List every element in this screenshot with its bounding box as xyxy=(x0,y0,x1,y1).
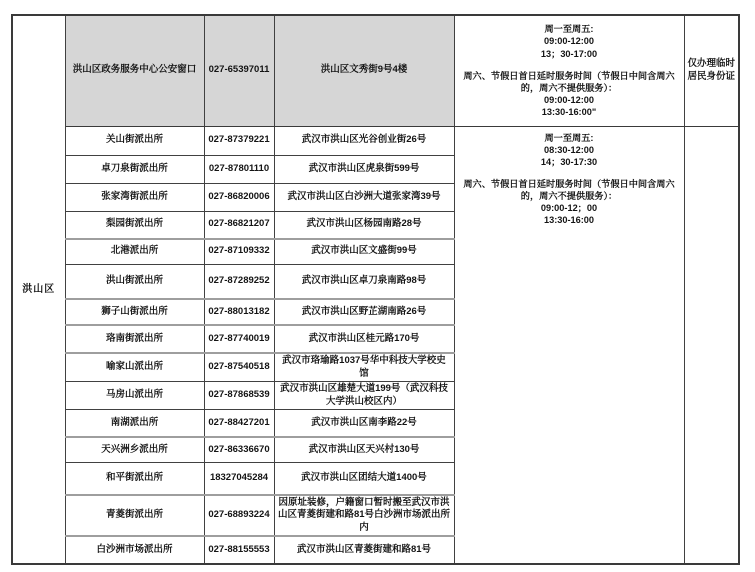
stations-note-cell-empty xyxy=(684,126,739,564)
station-phone-cell: 027-87289252 xyxy=(204,264,274,299)
station-phone-cell: 027-68893224 xyxy=(204,495,274,537)
station-name-cell: 南湖派出所 xyxy=(65,410,204,437)
hours-line: 14；30-17:30 xyxy=(540,156,598,167)
station-address-cell: 武汉市洪山区杨园南路28号 xyxy=(274,211,454,239)
main-window-name-cell: 洪山区政务服务中心公安窗口 xyxy=(65,15,204,126)
station-phone-cell: 027-87109332 xyxy=(204,239,274,264)
station-address-cell: 武汉市洪山区白沙洲大道张家湾39号 xyxy=(274,183,454,211)
station-address-cell: 武汉市珞瑜路1037号华中科技大学校史馆 xyxy=(274,353,454,382)
station-phone-cell: 027-87868539 xyxy=(204,382,274,410)
hours-line: 09:00-12；00 xyxy=(540,203,598,214)
station-address-cell: 武汉市洪山区青菱街建和路81号 xyxy=(274,536,454,564)
station-phone-cell: 027-88155553 xyxy=(204,536,274,564)
station-phone-cell: 027-86820006 xyxy=(204,183,274,211)
station-address-cell: 武汉市洪山区光谷创业街26号 xyxy=(274,126,454,155)
hours-line: 09:00-12:00 xyxy=(543,94,595,105)
station-address-cell: 武汉市洪山区文盛街99号 xyxy=(274,239,454,264)
station-name-cell: 北港派出所 xyxy=(65,239,204,264)
hours-line: 08:30-12:00 xyxy=(543,144,595,155)
station-phone-cell: 18327045284 xyxy=(204,463,274,495)
station-address-cell: 武汉市洪山区卓刀泉南路98号 xyxy=(274,264,454,299)
station-name-cell: 狮子山街派出所 xyxy=(65,299,204,325)
stations-hours-text xyxy=(457,132,682,227)
station-phone-cell: 027-87740019 xyxy=(204,325,274,353)
main-window-hours-cell xyxy=(454,15,684,126)
station-name-cell: 洪山街派出所 xyxy=(65,264,204,299)
station-name-cell: 卓刀泉街派出所 xyxy=(65,155,204,183)
station-phone-cell: 027-86821207 xyxy=(204,211,274,239)
station-phone-cell: 027-87801110 xyxy=(204,155,274,183)
station-phone-cell: 027-87379221 xyxy=(204,126,274,155)
main-window-row xyxy=(12,15,739,126)
service-locations-table-wrap xyxy=(11,14,740,565)
station-address-cell: 武汉市洪山区南李路22号 xyxy=(274,410,454,437)
hours-line: 周一至周五: xyxy=(544,24,594,35)
stations-hours-cell xyxy=(454,126,684,564)
station-address-cell: 因原址装修，户籍窗口暂时搬至武汉市洪山区青菱街建和路81号白沙洲市场派出所内 xyxy=(274,495,454,537)
station-phone-cell: 027-86336670 xyxy=(204,437,274,463)
station-name-cell: 白沙洲市场派出所 xyxy=(65,536,204,564)
hours-line: 09:00-12:00 xyxy=(543,36,595,47)
station-name-cell: 喻家山派出所 xyxy=(65,353,204,382)
hours-line: 13:30-16:00" xyxy=(541,107,597,118)
service-locations-table xyxy=(11,14,740,565)
station-address-cell: 武汉市洪山区天兴村130号 xyxy=(274,437,454,463)
main-window-note-cell: 仅办理临时居民身份证 xyxy=(684,15,739,126)
station-name-cell: 梨园街派出所 xyxy=(65,211,204,239)
station-name-cell: 珞南街派出所 xyxy=(65,325,204,353)
station-address-cell: 武汉市洪山区野芷湖南路26号 xyxy=(274,299,454,325)
station-address-cell: 武汉市洪山区团结大道1400号 xyxy=(274,463,454,495)
station-name-cell: 天兴洲乡派出所 xyxy=(65,437,204,463)
station-phone-cell: 027-88427201 xyxy=(204,410,274,437)
station-address-cell: 武汉市洪山区雄楚大道199号（武汉科技大学洪山校区内） xyxy=(274,382,454,410)
station-phone-cell: 027-87540518 xyxy=(204,353,274,382)
station-address-cell: 武汉市洪山区虎泉街599号 xyxy=(274,155,454,183)
hours-line: 13:30-16:00 xyxy=(543,215,595,226)
hours-line: 13；30-17:00 xyxy=(540,48,598,59)
district-cell: 洪山区 xyxy=(12,15,65,564)
main-window-phone-cell: 027-65397011 xyxy=(204,15,274,126)
station-name-cell: 青菱街派出所 xyxy=(65,495,204,537)
station-address-cell: 武汉市洪山区桂元路170号 xyxy=(274,325,454,353)
hours-line xyxy=(457,168,682,178)
hours-line: 周一至周五: xyxy=(544,132,594,143)
station-name-cell: 和平街派出所 xyxy=(65,463,204,495)
main-window-hours-text xyxy=(457,23,682,118)
station-row xyxy=(12,126,739,155)
hours-line: 周六、节假日首日延时服务时间（节假日中间含周六的，周六不提供服务）： xyxy=(463,70,675,93)
station-phone-cell: 027-88013182 xyxy=(204,299,274,325)
station-name-cell: 马房山派出所 xyxy=(65,382,204,410)
hours-line xyxy=(457,60,682,70)
main-window-address-cell: 洪山区文秀街9号4楼 xyxy=(274,15,454,126)
station-name-cell: 张家湾街派出所 xyxy=(65,183,204,211)
hours-line: 周六、节假日首日延时服务时间（节假日中间含周六的，周六不提供服务）： xyxy=(463,178,675,202)
station-name-cell: 关山街派出所 xyxy=(65,126,204,155)
